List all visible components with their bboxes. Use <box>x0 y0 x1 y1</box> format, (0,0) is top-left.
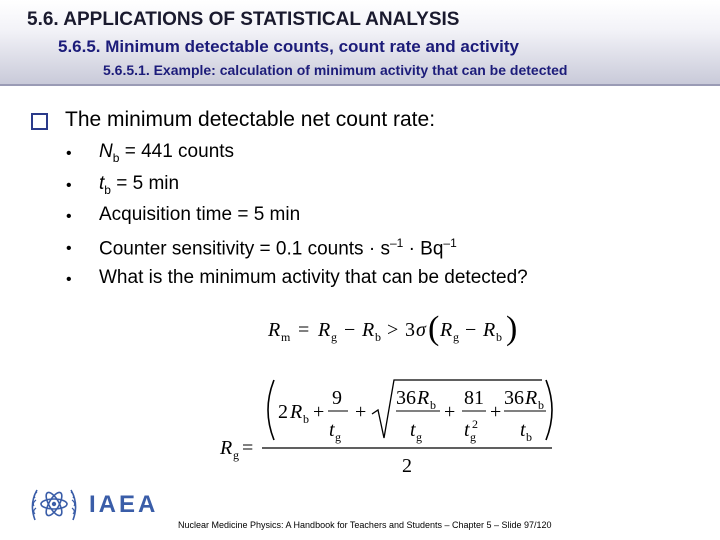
svg-text:b: b <box>526 430 532 444</box>
item-subscript: b <box>104 182 111 197</box>
svg-text:g: g <box>470 430 476 444</box>
svg-text:): ) <box>506 310 518 347</box>
item-text: = 441 counts <box>119 141 235 162</box>
bullet-dot-icon: • <box>66 239 72 257</box>
svg-text:2: 2 <box>278 401 288 423</box>
svg-text:R: R <box>290 401 303 423</box>
item-text: Counter sensitivity = 0.1 counts · s <box>99 237 390 259</box>
svg-text:t: t <box>410 419 416 441</box>
svg-text:R: R <box>525 387 538 409</box>
svg-text:m: m <box>281 330 291 344</box>
bullet-dot-icon: • <box>66 176 72 194</box>
item-superscript: –1 <box>443 235 457 250</box>
svg-text:g: g <box>416 430 422 444</box>
item-variable: N <box>99 141 113 162</box>
svg-text:=: = <box>298 319 310 341</box>
bullet-dot-icon: • <box>66 145 72 162</box>
svg-text:R: R <box>483 319 496 341</box>
svg-text:+: + <box>490 401 502 423</box>
svg-text:−: − <box>344 319 356 341</box>
item-text: What is the minimum activity that can be detected? <box>99 267 528 288</box>
svg-text:b: b <box>303 412 309 426</box>
svg-text:R: R <box>318 319 331 341</box>
svg-text:g: g <box>331 330 337 344</box>
slide-subtitle: 5.6.5. Minimum detectable counts, count rate and activity <box>58 37 520 56</box>
svg-text:σ: σ <box>416 319 426 341</box>
checkbox-bullet-icon <box>31 113 48 130</box>
svg-text:R: R <box>268 319 281 341</box>
svg-text:9: 9 <box>332 387 342 409</box>
svg-text:2: 2 <box>472 417 478 431</box>
svg-text:g: g <box>233 448 239 462</box>
item-variable: t <box>99 172 105 194</box>
svg-text:t: t <box>464 419 470 441</box>
header-divider <box>0 84 720 86</box>
iaea-logo <box>27 482 158 528</box>
svg-text:R: R <box>440 319 453 341</box>
svg-text:(: ( <box>428 310 440 347</box>
main-bullet <box>31 108 435 132</box>
svg-text:2: 2 <box>402 455 412 477</box>
svg-text:+: + <box>355 401 367 423</box>
iaea-atom-icon <box>27 482 81 528</box>
bullet-dot-icon: • <box>66 208 72 225</box>
svg-text:g: g <box>335 430 341 444</box>
svg-text:+: + <box>444 401 456 423</box>
svg-text:−: − <box>465 319 477 341</box>
item-superscript: –1 <box>389 235 404 250</box>
item-text: Acquisition time = 5 min <box>99 204 301 225</box>
item-text: = 5 min <box>110 172 180 194</box>
svg-text:R: R <box>362 319 375 341</box>
svg-text:81: 81 <box>464 387 484 409</box>
svg-text:t: t <box>329 419 335 441</box>
svg-text:>: > <box>387 319 399 341</box>
equation-detection-limit <box>266 308 526 350</box>
item-subscript: b <box>112 150 120 165</box>
bullet-dot-icon: • <box>66 271 72 288</box>
svg-text:b: b <box>375 330 381 344</box>
svg-text:R: R <box>417 387 430 409</box>
svg-text:g: g <box>453 330 459 344</box>
svg-text:3: 3 <box>405 319 415 341</box>
svg-text:t: t <box>520 419 526 441</box>
svg-text:b: b <box>538 398 544 412</box>
svg-text:R: R <box>220 437 233 459</box>
slide-subsubtitle: 5.6.5.1. Example: calculation of minimum activity that can be detected <box>103 62 568 78</box>
main-bullet-text: The minimum detectable net count rate: <box>65 108 436 131</box>
equation-gross-rate <box>218 374 558 478</box>
svg-text:36: 36 <box>396 387 416 409</box>
svg-text:+: + <box>313 401 325 423</box>
item-text: · Bq <box>403 237 444 259</box>
svg-text:b: b <box>430 398 436 412</box>
svg-text:=: = <box>242 437 254 459</box>
svg-text:b: b <box>496 330 502 344</box>
svg-text:36: 36 <box>504 387 524 409</box>
logo-text: IAEA <box>89 491 159 518</box>
slide-footer: Nuclear Medicine Physics: A Handbook for Teachers and Students – Chapter 5 – Slide 97/120 <box>178 520 552 530</box>
slide-title: 5.6. APPLICATIONS OF STATISTICAL ANALYSIS <box>27 9 460 30</box>
